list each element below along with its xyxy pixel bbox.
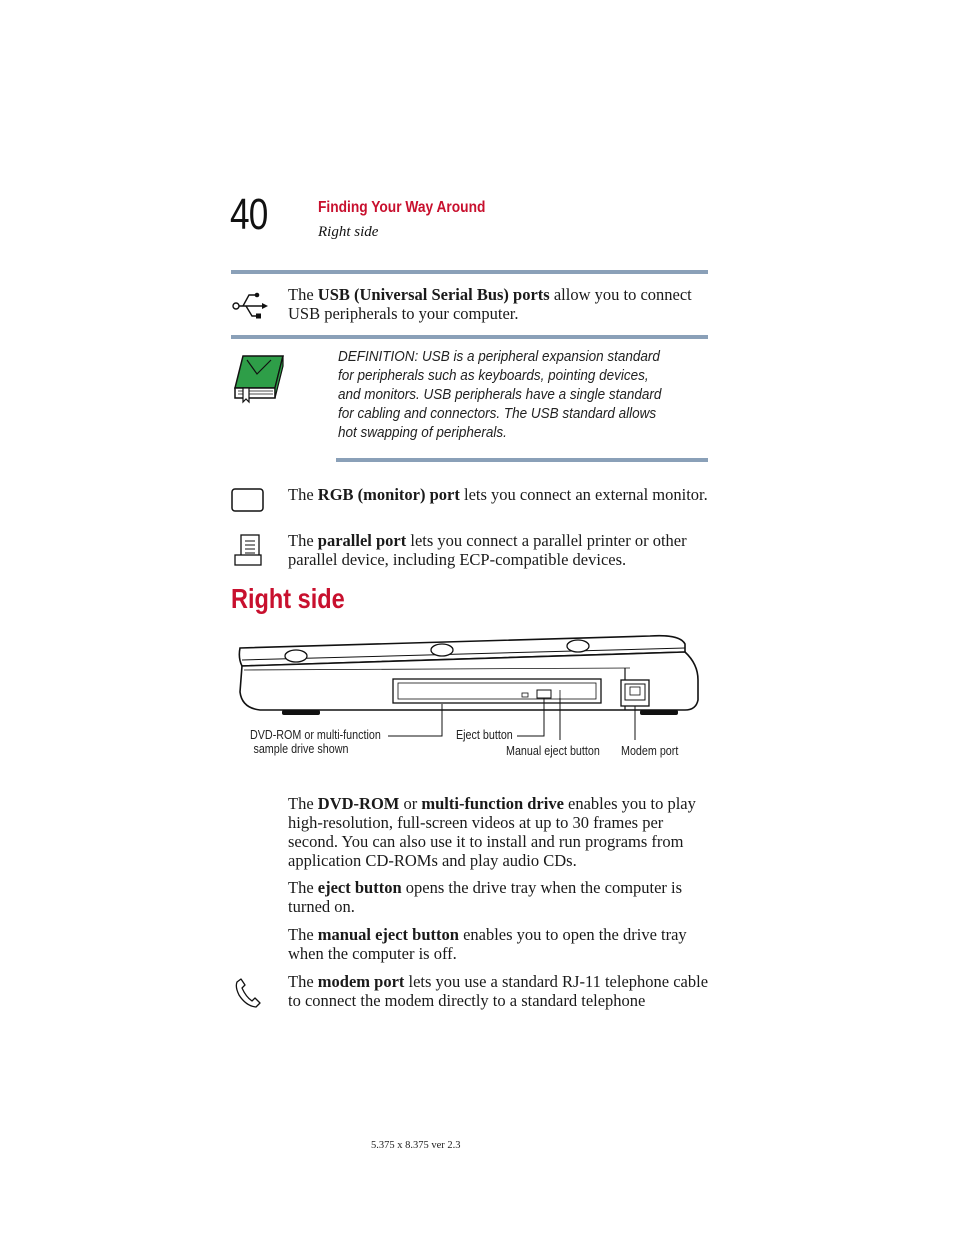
usb-term: USB (Universal Serial Bus) ports bbox=[317, 285, 550, 304]
chapter-title: Finding Your Way Around bbox=[318, 199, 486, 216]
usb-paragraph: The USB (Universal Serial Bus) ports allow you to connect USB peripherals to your computer. bbox=[288, 285, 692, 323]
rgb-term: RGB (monitor) port bbox=[317, 485, 460, 504]
book-icon bbox=[233, 354, 285, 404]
printer-icon bbox=[233, 533, 263, 567]
modem-term: modem port bbox=[317, 972, 405, 991]
top-rule bbox=[231, 270, 708, 274]
multifunction-term: multi-function drive bbox=[421, 794, 564, 813]
usb-icon bbox=[232, 291, 268, 321]
footer-version: 5.375 x 8.375 ver 2.3 bbox=[371, 1140, 461, 1151]
phone-icon bbox=[234, 976, 262, 1008]
parallel-term: parallel port bbox=[317, 531, 407, 550]
eject-term: eject button bbox=[317, 878, 402, 897]
definition-text: DEFINITION: USB is a peripheral expansion standard for peripherals such as keyboards, pointing devices, and monitors. USB peripherals have a single standard for cabling and connectors. The USB standard allows hot swapping of peripherals. bbox=[338, 348, 662, 441]
callout-eject-button: Eject button bbox=[456, 728, 513, 742]
callout-drive: DVD-ROM or multi-function sample drive shown bbox=[250, 728, 381, 756]
section-heading: Right side bbox=[231, 583, 345, 614]
definition-rule bbox=[336, 458, 708, 462]
modem-paragraph: The modem port lets you use a standard RJ-11 telephone cable to connect the modem directly to a standard telephone bbox=[288, 972, 709, 1010]
section-subtitle: Right side bbox=[318, 224, 379, 240]
manual-eject-paragraph: The manual eject button enables you to open the drive tray when the computer is off. bbox=[288, 925, 687, 963]
dvd-paragraph: The DVD-ROM or multi-function drive enables you to play high-resolution, full-screen videos at up to 30 frames per second. You can also use it to install and run programs from application CD-ROMs and play audio CDs. bbox=[288, 794, 696, 870]
dvd-term: DVD-ROM bbox=[317, 794, 400, 813]
eject-paragraph: The eject button opens the drive tray when the computer is turned on. bbox=[288, 878, 683, 916]
usb-rule bbox=[231, 335, 708, 339]
callout-manual-eject-button: Manual eject button bbox=[506, 744, 600, 758]
manual-eject-term: manual eject button bbox=[317, 925, 459, 944]
callout-modem-port: Modem port bbox=[621, 744, 679, 758]
rgb-paragraph: The RGB (monitor) port lets you connect an external monitor. bbox=[288, 485, 708, 504]
laptop-right-side-illustration bbox=[230, 630, 705, 720]
parallel-paragraph: The parallel port lets you connect a parallel printer or other parallel device, including ECP-compatible devices. bbox=[288, 531, 687, 569]
monitor-port-icon bbox=[231, 487, 265, 513]
page-number: 40 bbox=[230, 190, 268, 239]
